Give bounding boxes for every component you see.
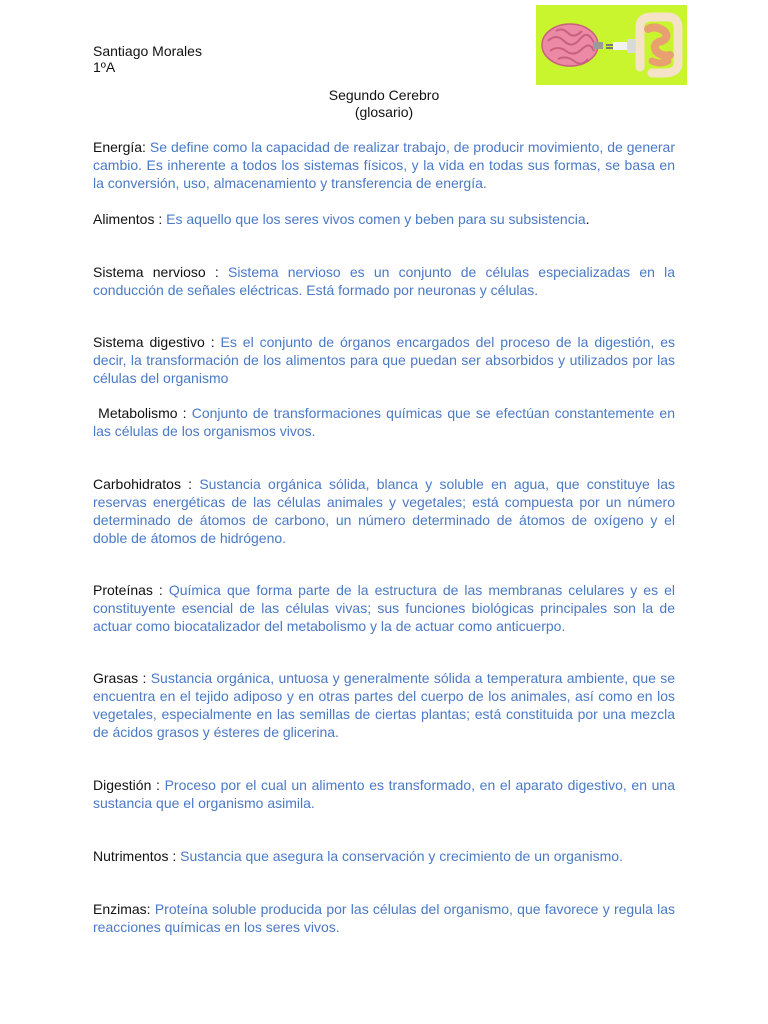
definition: Química que forma parte de la estructura de las membranas celulares y es el constituyente esencial de las células vivas; sus funciones biológicas principales son la de actuar como biocatalizador del metabolismo y la de actuar como anticuerpo. (93, 582, 675, 634)
term: Enzimas: (93, 901, 151, 917)
definition: Sistema nervioso es un conjunto de células especializadas en la conducción de señales eléctricas. Está formado por neuronas y células. (93, 264, 675, 298)
definition: Sustancia orgánica, untuosa y generalmente sólida a temperatura ambiente, que se encuentra en el tejido adiposo y en otras partes del cuerpo de los animales, así como en los vegetales, especialmente en las semillas de ciertas plantas; está constituida por una mezcla de ácidos grasos y ésteres de glicerina. (93, 670, 676, 740)
glossary-entry-grasas (93, 669, 675, 741)
term: Metabolismo : (98, 405, 187, 421)
glossary-entry-nutrimentos (93, 847, 675, 865)
illustration-svg (536, 5, 687, 85)
term: Sistema digestivo : (93, 334, 215, 350)
definition: Sustancia que asegura la conservación y crecimiento de un organismo. (180, 848, 623, 864)
brain-icon (542, 24, 603, 66)
term: Grasas : (93, 670, 147, 686)
definition: Se define como la capacidad de realizar trabajo, de producir movimiento, de generar cambio. Es inherente a todos los sistemas físicos, y la vida en todas sus formas, se basa en la conversión, uso, almacenamiento y transferencia de energía. (93, 139, 676, 191)
glossary-entry-proteinas (93, 581, 675, 635)
definition: Sustancia orgánica sólida, blanca y soluble en agua, que constituye las reservas energéticas de las células animales y vegetales; está compuesta por un número determinado de átomos de carbono, un número determinado de átomos de oxígeno y el doble de átomos de hidrógeno. (93, 476, 675, 546)
glossary-entry-digestion (93, 776, 675, 812)
glossary-entry-alimentos (93, 210, 675, 228)
title-line-2: (glosario) (354, 104, 414, 120)
term: Carbohidratos : (93, 476, 193, 492)
glossary-entry-sistema-nervioso (93, 263, 675, 299)
intestine-icon (640, 17, 678, 73)
glossary-entry-sistema-digestivo (93, 333, 675, 387)
glossary-entry-energia (93, 138, 675, 192)
definition: Proceso por el cual un alimento es transformado, en el aparato digestivo, en una sustancia que el organismo asimila. (93, 777, 675, 811)
glossary-entry-carbohidratos (93, 475, 675, 547)
term: Digestión : (93, 777, 160, 793)
definition: Es el conjunto de órganos encargados del proceso de la digestión, es decir, la transformación de los alimentos para que puedan ser absorbidos y utilizados por las células del organismo (93, 334, 675, 386)
glossary-entry-metabolismo (93, 404, 675, 440)
term: Proteínas : (93, 582, 163, 598)
term-suffix: . (585, 211, 590, 227)
definition: Proteína soluble producida por las células del organismo, que favorece y regula las reacciones químicas en los seres vivos. (93, 901, 675, 935)
author-name: Santiago Morales (93, 43, 202, 59)
definition: Es aquello que los seres vivos comen y beben para su subsistencia (166, 211, 586, 227)
author-group: 1ºA (93, 59, 116, 75)
term: Alimentos : (93, 211, 163, 227)
term: Energía: (93, 139, 146, 155)
brain-gut-illustration (536, 5, 687, 85)
definition: Conjunto de transformaciones químicas que se efectúan constantemente en las células de los organismos vivos. (93, 405, 675, 439)
plug-icon (606, 39, 635, 53)
term: Sistema nervioso : (93, 264, 219, 280)
term: Nutrimentos : (93, 848, 177, 864)
title-line-1: Segundo Cerebro (328, 87, 440, 103)
document-title (0, 87, 768, 121)
glossary-entry-enzimas (93, 900, 675, 936)
author-block (93, 43, 202, 75)
